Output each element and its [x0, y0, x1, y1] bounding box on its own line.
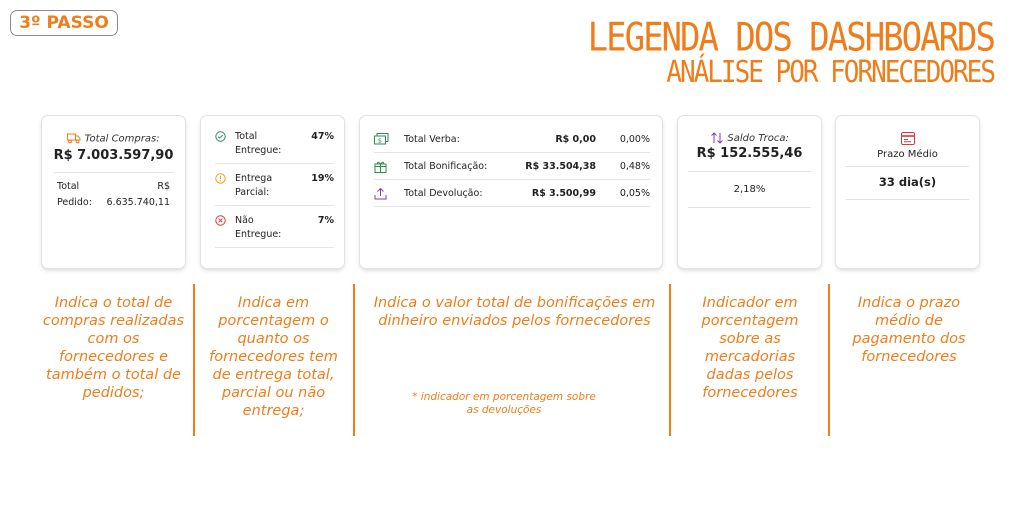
- prazo-medio-label: Prazo Médio: [877, 149, 938, 160]
- divider: [688, 207, 811, 208]
- verba-label: Total Verba:: [404, 133, 460, 145]
- calendar-card-icon: [901, 134, 915, 145]
- verba-value: R$ 0,00: [555, 133, 596, 145]
- divider: [846, 199, 969, 200]
- column-divider: [353, 284, 355, 436]
- warning-circle-icon: [215, 172, 235, 200]
- page-title: [587, 15, 994, 91]
- bonificacao-value: R$ 33.504,38: [525, 160, 596, 172]
- card-prazo-medio: [836, 116, 979, 268]
- description-compras: Indica o total de compras realizadas com os fornecedores e também o total de pedidos;: [42, 295, 185, 401]
- upload-icon: [374, 187, 404, 200]
- card-entrega: [201, 116, 344, 268]
- column-divider: [669, 284, 671, 436]
- entrega-label: Total: [235, 131, 258, 142]
- bonificacao-pct: 0,48%: [619, 160, 650, 172]
- total-compras-label: Total Compras:: [84, 133, 160, 145]
- column-divider: [193, 284, 195, 436]
- saldo-troca-label: Saldo Troca:: [727, 133, 789, 144]
- description-entrega: Indica em porcentagem o quanto os fornecedores tem de entrega total, parcial ou não entrega;: [209, 295, 338, 419]
- entrega-pct: 19%: [311, 173, 334, 184]
- svg-text:$: $: [377, 136, 383, 145]
- check-circle-icon: [215, 130, 235, 158]
- column-divider: [828, 284, 830, 436]
- list-item: [215, 116, 334, 164]
- card-verba: [360, 116, 662, 268]
- money-icon: [374, 133, 404, 146]
- list-item: [215, 164, 334, 206]
- table-row: [374, 180, 650, 207]
- divider: [688, 171, 811, 172]
- x-circle-icon: [215, 214, 235, 242]
- description-prazo: Indica o prazo médio de pagamento dos fornecedores: [852, 295, 966, 365]
- total-pedido-label-2: Pedido:: [57, 196, 92, 208]
- card-saldo-troca: [678, 116, 821, 268]
- devolucao-label: Total Devolução:: [404, 187, 483, 199]
- title-line-1: LEGENDA DOS DASHBOARDS: [587, 15, 994, 61]
- entrega-label-2: Entregue:: [235, 145, 282, 156]
- entrega-pct: 47%: [311, 131, 334, 142]
- description-troca: Indicador em porcentagem sobre as mercadorias dadas pelos fornecedores: [701, 295, 799, 401]
- card-total-compras: [42, 116, 185, 268]
- entrega-pct: 7%: [317, 215, 334, 226]
- gift-icon: [374, 160, 404, 173]
- total-compras-value: R$ 7.003.597,90: [53, 147, 174, 163]
- entrega-label: Não: [235, 215, 254, 226]
- entrega-label: Entrega: [235, 173, 273, 184]
- verba-pct: 0,00%: [619, 133, 650, 145]
- list-item: [215, 206, 334, 248]
- saldo-troca-value: R$ 152.555,46: [696, 146, 803, 161]
- saldo-troca-pct: 2,18%: [733, 184, 766, 195]
- entrega-label-2: Entregue:: [235, 229, 282, 240]
- bonificacao-label: Total Bonificação:: [404, 160, 488, 172]
- entrega-label-2: Parcial:: [235, 187, 270, 198]
- table-row: [374, 126, 650, 153]
- swap-arrows-icon: [710, 133, 727, 144]
- prazo-medio-value: 33 dia(s): [878, 175, 937, 189]
- total-pedido-value: 6.635.740,11: [106, 196, 170, 208]
- divider: [54, 172, 173, 173]
- devolucao-value: R$ 3.500,99: [531, 187, 596, 199]
- divider: [846, 166, 969, 167]
- devolucao-note: * indicador em porcentagem sobre as devoluções: [412, 391, 596, 416]
- table-row: [374, 153, 650, 180]
- truck-icon: [67, 134, 84, 145]
- title-line-2: ANÁLISE POR FORNECEDORES: [666, 55, 994, 91]
- description-bonificacoes: Indica o valor total de bonificações em dinheiro enviados pelos fornecedores: [373, 295, 656, 329]
- total-pedido-label-1: Total: [57, 180, 80, 192]
- devolucao-pct: 0,05%: [619, 187, 650, 199]
- step-badge: 3º PASSO: [10, 10, 118, 36]
- total-pedido-currency: R$: [157, 180, 170, 192]
